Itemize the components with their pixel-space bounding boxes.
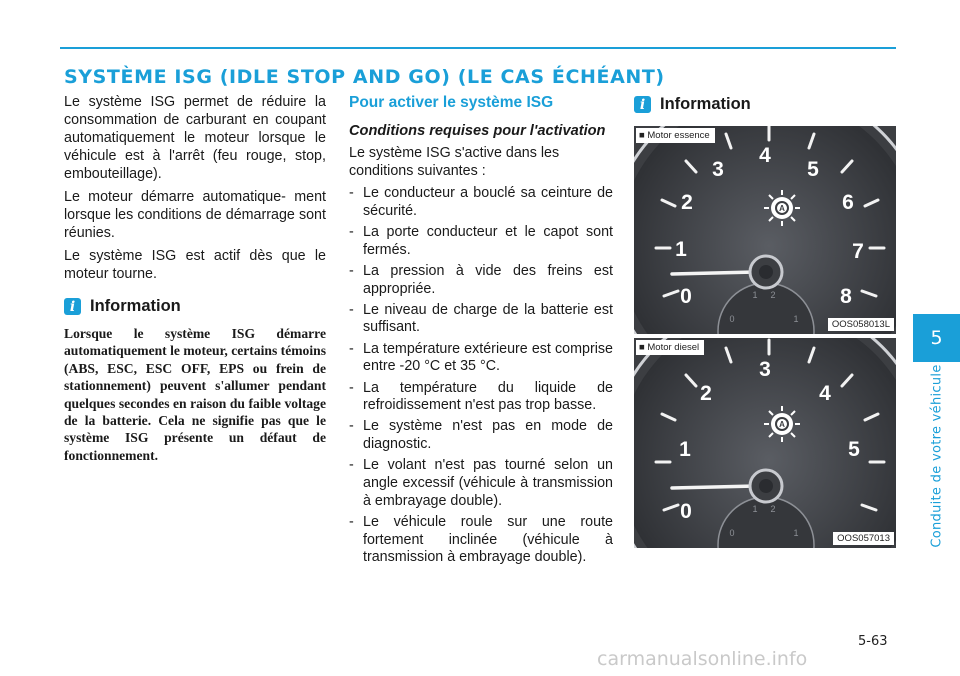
gauge-number: 1 [675, 238, 687, 261]
svg-text:1: 1 [752, 504, 758, 514]
tachometer-diesel-icon [634, 338, 896, 548]
svg-text:0: 0 [729, 528, 735, 538]
svg-text:1: 1 [793, 314, 799, 324]
gauge-number: 8 [840, 285, 852, 308]
info-icon: i [64, 298, 81, 315]
figure-code: OOS057013 [833, 532, 894, 545]
column-left [64, 93, 326, 464]
svg-text:0: 0 [729, 314, 735, 324]
conditions-list [349, 185, 613, 567]
info-title: Information [660, 95, 751, 113]
figure-label: ■ Motor essence [636, 128, 715, 143]
info-heading [634, 95, 896, 114]
gauge-number: 2 [700, 382, 712, 405]
gauge-number: 0 [680, 285, 692, 308]
gauge-number: 2 [681, 191, 693, 214]
list-item: - La pression à vide des freins est appropriée. [349, 262, 613, 297]
section-title: SYSTÈME ISG (IDLE STOP AND GO) (LE CAS ÉCHÉANT) [64, 66, 665, 88]
svg-text:A: A [779, 420, 785, 429]
svg-text:2: 2 [770, 504, 776, 514]
list-item: - Le système n'est pas en mode de diagnostic. [349, 418, 613, 453]
column-right [634, 95, 896, 548]
list-item: - La température du liquide de refroidissement n'est pas trop basse. [349, 379, 613, 414]
chapter-tab[interactable]: 5 [913, 314, 960, 362]
watermark: carmanualsonline.info [597, 648, 808, 670]
list-item: - Le véhicule roule sur une route fortement inclinée (véhicule à transmission à embrayage double). [349, 513, 613, 566]
list-item: - Le conducteur a bouclé sa ceinture de sécurité. [349, 185, 613, 219]
chapter-title: Conduite de votre véhicule [929, 364, 945, 548]
gauge-number: 1 [679, 438, 691, 461]
list-item: - Le volant n'est pas tourné selon un angle excessif (véhicule à transmission à embrayage double). [349, 457, 613, 509]
gauge-number: 5 [807, 158, 819, 181]
list-item: - La porte conducteur et le capot sont fermés. [349, 223, 613, 258]
figure-label: ■ Motor diesel [636, 340, 704, 355]
list-item: - La température extérieure est comprise entre -20 °C et 35 °C. [349, 340, 613, 375]
gauge-number: 6 [842, 191, 854, 214]
activate-title: Pour activer le système ISG [349, 94, 554, 111]
gauge-number: 4 [819, 382, 831, 405]
intro-paragraph: Le système ISG est actif dès que le moteur tourne. [64, 248, 326, 282]
conditions-title: Conditions requises pour l'activation [349, 123, 606, 139]
gauge-number: 0 [680, 500, 692, 523]
info-heading [64, 297, 326, 316]
gauge-number: 7 [852, 240, 864, 263]
tachometer-petrol-icon [634, 126, 896, 334]
conditions-intro: Le système ISG s'active dans les conditions suivantes : [349, 145, 560, 179]
info-icon: i [634, 96, 651, 113]
column-middle [349, 93, 613, 571]
svg-text:A: A [779, 204, 785, 213]
info-body: Lorsque le système ISG démarre automatiquement le moteur, certains témoins (ABS, ESC, ESC OFF, EPS ou frein de stationnement) peuvent s'allumer pendant quelques secondes en raison du faible voltage de la batterie. Cela ne signifie pas que le système ISG présente un défaut de fonctionnement. [64, 326, 326, 463]
gauge-number: 5 [848, 438, 860, 461]
page-number: 5-63 [858, 634, 888, 649]
top-rule [60, 47, 896, 49]
svg-text:2: 2 [770, 290, 776, 300]
intro-paragraph: Le système ISG permet de réduire la consommation de carburant en coupant automatiquement le moteur lorsque le véhicule est à l'arrêt (feu rouge, stop, embouteillage). [64, 94, 326, 182]
svg-text:1: 1 [793, 528, 799, 538]
info-title: Information [90, 297, 181, 315]
figure-diesel-gauge [634, 338, 896, 548]
list-item: - Le niveau de charge de la batterie est suffisant. [349, 301, 613, 336]
svg-text:1: 1 [752, 290, 758, 300]
figure-code: OOS058013L [828, 318, 894, 331]
intro-paragraph: Le moteur démarre automatique- ment lorsque les conditions de démarrage sont réunies. [64, 189, 326, 241]
gauge-number: 3 [759, 358, 771, 381]
gauge-number: 4 [759, 144, 771, 167]
gauge-number: 3 [712, 158, 724, 181]
figure-petrol-gauge [634, 126, 896, 334]
